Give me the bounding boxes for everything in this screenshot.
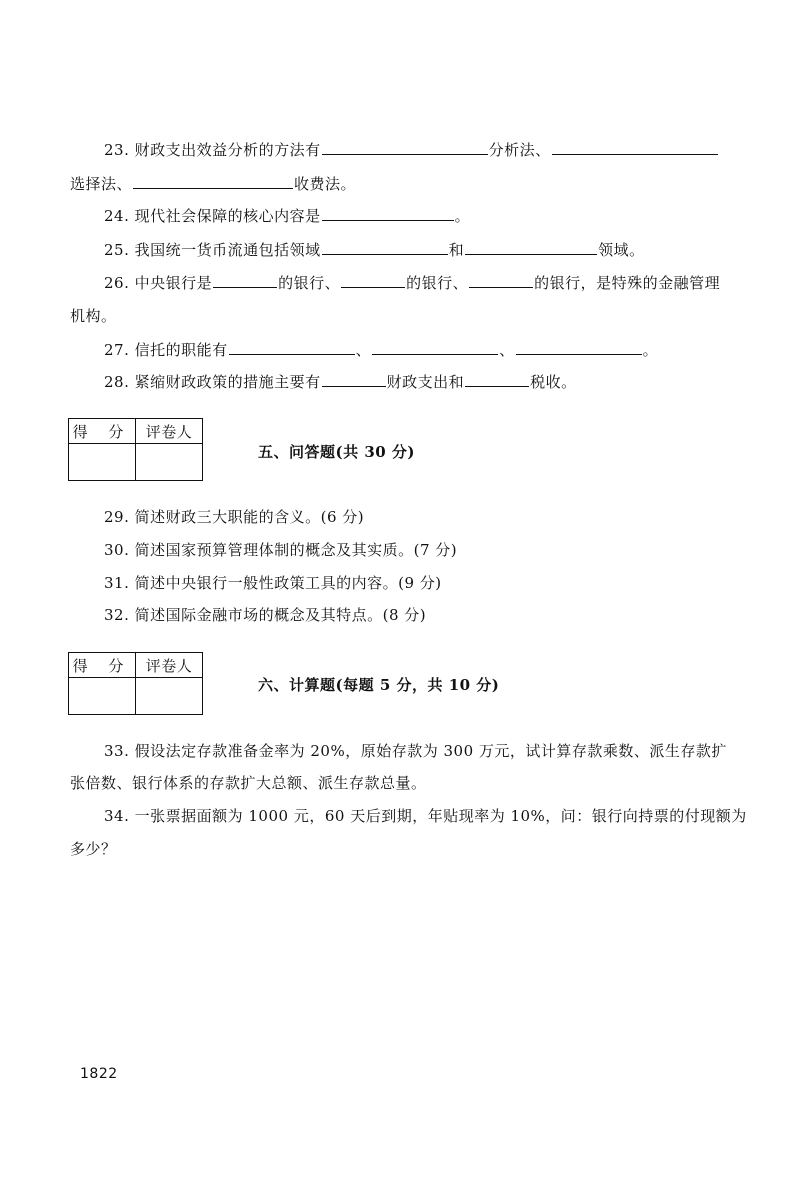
answer-blank	[465, 372, 529, 387]
question-26	[104, 273, 720, 293]
question-33-cont: 张倍数、银行体系的存款扩大总额、派生存款总量。	[70, 774, 427, 792]
question-23-text: 收费法。	[294, 175, 357, 193]
question-28-text: 财政支出和	[386, 373, 465, 391]
question-24	[104, 206, 470, 226]
answer-blank	[133, 174, 293, 189]
question-24-text: 24. 现代社会保障的核心内容是	[104, 207, 321, 225]
reviewer-cell[interactable]	[136, 444, 203, 481]
question-23-text: 分析法、	[488, 141, 551, 159]
answer-blank	[552, 140, 718, 155]
question-23	[104, 140, 719, 160]
question-33: 33. 假设法定存款准备金率为 20%，原始存款为 300 万元，试计算存款乘数、派生存款扩	[104, 742, 727, 760]
question-29: 29. 简述财政三大职能的含义。(6 分)	[104, 508, 365, 526]
question-23-cont	[70, 174, 356, 194]
score-label: 得 分	[69, 419, 136, 444]
reviewer-label: 评卷人	[136, 419, 203, 444]
answer-blank	[372, 340, 498, 355]
question-26-text: 的银行、	[278, 274, 341, 292]
question-24-text: 。	[454, 207, 471, 225]
question-25	[104, 240, 645, 260]
reviewer-label: 评卷人	[136, 653, 203, 678]
score-table	[68, 652, 203, 715]
answer-blank	[516, 340, 642, 355]
question-26-text: 26. 中央银行是	[104, 274, 213, 292]
answer-blank	[213, 273, 277, 288]
question-27-text: 。	[642, 341, 659, 359]
page-number: 1822	[80, 1066, 118, 1082]
score-cell[interactable]	[69, 678, 136, 715]
answer-blank	[465, 240, 597, 255]
question-27-text: 27. 信托的职能有	[104, 341, 228, 359]
answer-blank	[322, 206, 454, 221]
answer-blank	[322, 140, 488, 155]
question-30: 30. 简述国家预算管理体制的概念及其实质。(7 分)	[104, 541, 458, 559]
question-26-text: 的银行、	[406, 274, 469, 292]
reviewer-cell[interactable]	[136, 678, 203, 715]
question-25-text: 领域。	[598, 241, 645, 259]
question-34: 34. 一张票据面额为 1000 元，60 天后到期，年贴现率为 10%，问：银行向持票的付现额为	[104, 807, 747, 825]
question-27-text: 、	[499, 341, 515, 359]
question-23-text: 选择法、	[70, 175, 133, 193]
question-23-text: 23. 财政支出效益分析的方法有	[104, 141, 321, 159]
answer-blank	[322, 240, 448, 255]
question-26-text: 机构。	[70, 307, 117, 325]
question-34-cont: 多少？	[70, 840, 117, 858]
score-table	[68, 418, 203, 481]
answer-blank	[229, 340, 355, 355]
question-25-text: 和	[448, 241, 465, 259]
question-26-text: 的银行，是特殊的金融管理	[534, 274, 721, 292]
question-27	[104, 340, 658, 360]
question-26-cont	[70, 306, 117, 326]
answer-blank	[341, 273, 405, 288]
question-27-text: 、	[355, 341, 372, 359]
score-label: 得 分	[69, 653, 136, 678]
answer-blank	[469, 273, 533, 288]
question-28	[104, 372, 577, 392]
answer-blank	[322, 372, 386, 387]
question-25-text: 25. 我国统一货币流通包括领域	[104, 241, 321, 259]
question-28-text: 税收。	[530, 373, 577, 391]
score-cell[interactable]	[69, 444, 136, 481]
question-31: 31. 简述中央银行一般性政策工具的内容。(9 分)	[104, 574, 442, 592]
question-28-text: 28. 紧缩财政政策的措施主要有	[104, 373, 321, 391]
section-title: 五、问答题(共 30 分)	[258, 443, 416, 461]
question-32: 32. 简述国际金融市场的概念及其特点。(8 分)	[104, 606, 427, 624]
section-title: 六、计算题(每题 5 分，共 10 分)	[258, 676, 500, 694]
